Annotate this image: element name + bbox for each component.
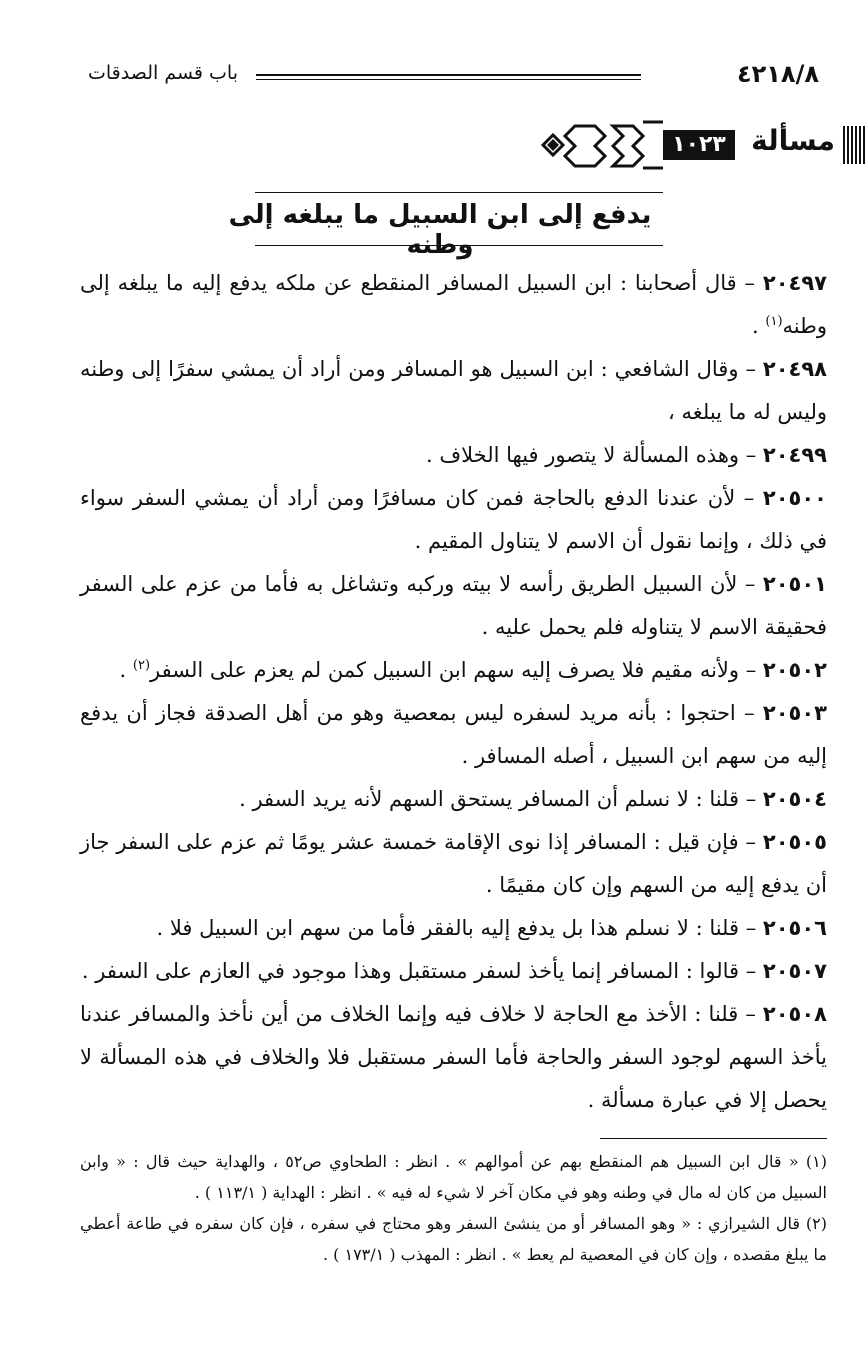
footnote-rule — [600, 1138, 827, 1139]
paragraph — [80, 692, 827, 778]
body-text — [80, 262, 827, 1122]
paragraph-number: ٢٠٤٩٧ — [762, 271, 827, 295]
paragraph-text: – قلنا : لا نسلم هذا بل يدفع إليه بالفقر فأما من سهم ابن السبيل فلا . — [156, 916, 763, 940]
footnotes — [80, 1146, 827, 1270]
paragraph-number: ٢٠٥٠٣ — [762, 701, 827, 725]
paragraph-number: ٢٠٥٠٠ — [762, 486, 827, 510]
paragraph-number: ٢٠٥٠١ — [762, 572, 827, 596]
paragraph-text: – فإن قيل : المسافر إذا نوى الإقامة خمسة عشر يومًا ثم عزم على السفر جاز أن يدفع إليه من السهم وإن كان مقيمًا . — [80, 830, 827, 897]
paragraph-number: ٢٠٥٠٧ — [762, 959, 827, 983]
paragraph — [80, 950, 827, 993]
footnote-ref: (٢) — [132, 658, 151, 673]
footnote: (١) « قال ابن السبيل هم المنقطع بهم عن أموالهم » . انظر : الطحاوي ص٥٢ ، والهداية حيث قال : « وابن السبيل من كان له مال في وطنه وهو في مكان آخر لا شيء له فيه » . انظر : الهداية ( ١١٣/١ ) . — [80, 1152, 828, 1202]
paragraph — [80, 563, 827, 649]
paragraph-number: ٢٠٥٠٥ — [762, 830, 827, 854]
footnote-ref: (١) — [765, 314, 783, 329]
footnote: (٢) قال الشيرازي : « وهو المسافر أو من ينشئ السفر وهو محتاج في سفره ، فإن كان سفره في طاعة أعطي ما يبلغ مقصده ، وإن كان في المعصية لم يعط » . انظر : المهذب ( ١٧٣/١ ) . — [80, 1214, 827, 1264]
header-rule — [256, 74, 641, 76]
running-header — [88, 62, 819, 92]
title-rule-top — [255, 192, 663, 193]
paragraph-tail: . — [752, 314, 766, 338]
paragraph-number: ٢٠٤٩٩ — [762, 443, 827, 467]
paragraph-number: ٢٠٥٠٦ — [762, 916, 827, 940]
running-header-chapter: باب قسم الصدقات — [88, 62, 238, 84]
paragraph — [80, 649, 827, 692]
paragraph-number: ٢٠٥٠٢ — [762, 658, 827, 682]
masala-label: مسألة — [751, 124, 835, 157]
paragraph-text: – قال أصحابنا : ابن السبيل المسافر المنقطع عن ملكه يدفع إليه ما يبلغه إلى وطنه — [80, 271, 827, 338]
masala-number: ١٠٢٣ — [663, 130, 735, 160]
paragraph-text: – قالوا : المسافر إنما يأخذ لسفر مستقبل وهذا موجود في العازم على السفر . — [81, 959, 763, 983]
paragraph — [80, 348, 827, 434]
paragraph — [80, 262, 827, 348]
paragraph-number: ٢٠٤٩٨ — [762, 357, 827, 381]
title-rule-bottom — [255, 245, 663, 246]
paragraph-text: – ولأنه مقيم فلا يصرف إليه سهم ابن السبيل كمن لم يعزم على السفر — [150, 658, 763, 682]
paragraph — [80, 821, 827, 907]
paragraph-text: – احتجوا : بأنه مريد لسفره ليس بمعصية وهو من أهل الصدقة فجاز أن يدفع إليه من سهم ابن السبيل ، أصله المسافر . — [80, 701, 827, 768]
paragraph — [80, 477, 827, 563]
paragraph-text: – وقال الشافعي : ابن السبيل هو المسافر ومن أراد أن يمشي سفرًا إلى وطنه وليس له ما يبلغه ، — [80, 357, 827, 424]
masala-banner — [535, 118, 865, 172]
paragraph-tail: . — [119, 658, 133, 682]
paragraph-text: – لأن عندنا الدفع بالحاجة فمن كان مسافرًا ومن أراد أن يمشي السفر سواء في ذلك ، وإنما نقول أن الاسم لا يتناول المقيم . — [80, 486, 827, 553]
ornament-icon — [535, 118, 665, 172]
paragraph-number: ٢٠٥٠٨ — [762, 1002, 827, 1026]
paragraph-text: – وهذه المسألة لا يتصور فيها الخلاف . — [426, 443, 763, 467]
paragraph — [80, 993, 827, 1122]
paragraph — [80, 778, 827, 821]
page-title: يدفع إلى ابن السبيل ما يبلغه إلى وطنه — [228, 200, 652, 260]
running-header-page-ref: ٤٢١٨/٨ — [736, 60, 819, 88]
paragraph-text: – قلنا : الأخذ مع الحاجة لا خلاف فيه وإنما الخلاف من أين نأخذ والمسافر عندنا يأخذ السهم لوجود السفر والحاجة فأما السفر مستقبل فلا والخلاف في هذه المسألة لا يحصل إلا في عبارة مسألة . — [80, 1002, 827, 1112]
paragraph-text: – لأن السبيل الطريق رأسه لا بيته وركبه وتشاغل به فأما من عزم على السفر فحقيقة الاسم لا يتناوله فلم يحمل عليه . — [80, 572, 827, 639]
banner-bars-decoration — [843, 126, 865, 164]
paragraph-number: ٢٠٥٠٤ — [762, 787, 827, 811]
paragraph-text: – قلنا : لا نسلم أن المسافر يستحق السهم لأنه يريد السفر . — [239, 787, 763, 811]
paragraph — [80, 434, 827, 477]
paragraph — [80, 907, 827, 950]
header-rule-thin — [256, 79, 641, 80]
